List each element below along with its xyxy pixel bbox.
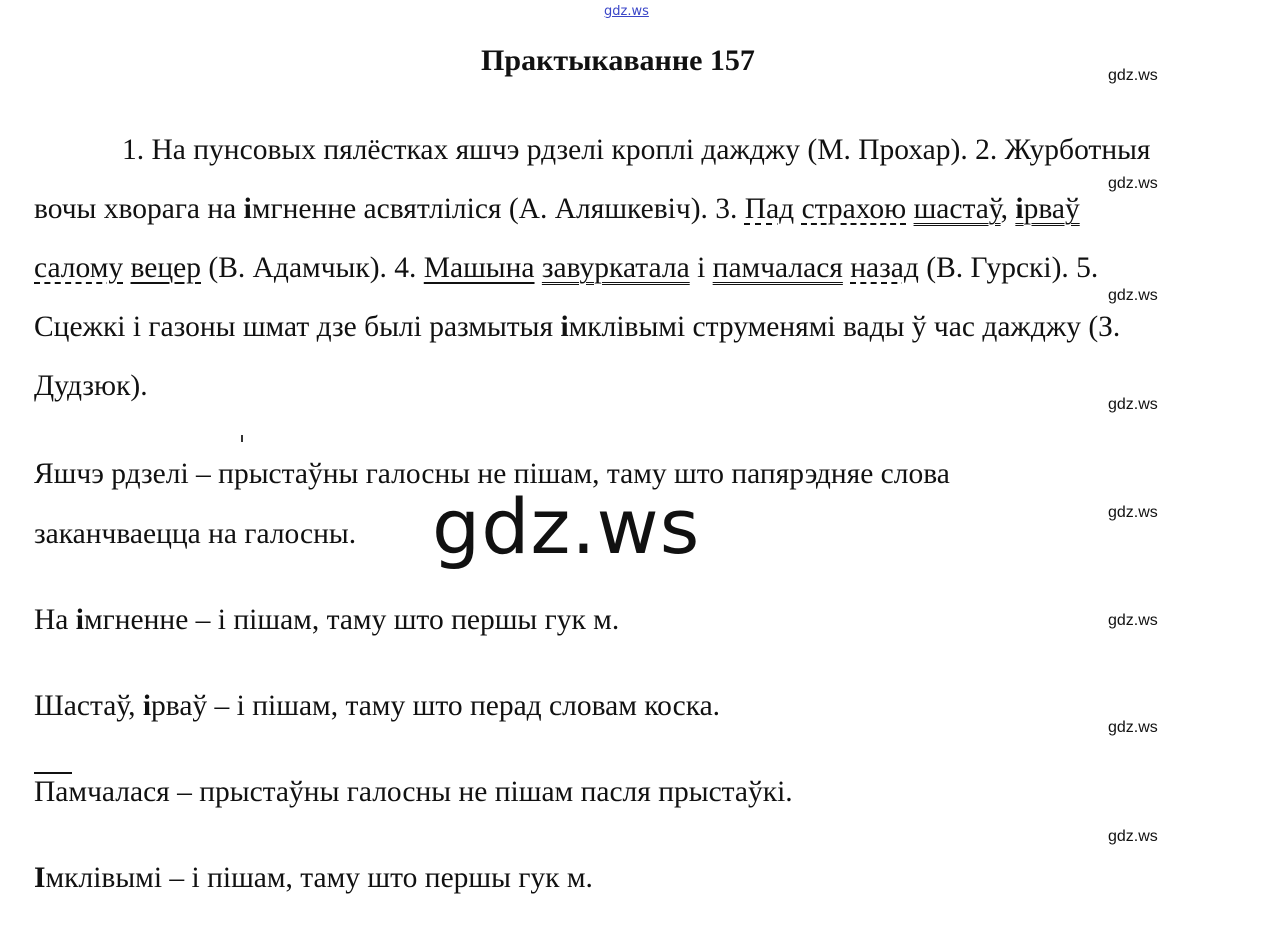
bold-letter: і (1015, 193, 1024, 225)
word-strakhoyu: страхою (801, 193, 907, 225)
side-watermark: gdz.ws (1108, 719, 1158, 736)
space (794, 193, 801, 225)
comma: , (1000, 193, 1008, 225)
sentence-text: і (689, 252, 713, 284)
explanation-text: мклівымі – і пішам, таму што першы гук м. (45, 862, 593, 894)
side-watermark: gdz.ws (1108, 175, 1158, 192)
word-pamchalasya: памчалася (712, 252, 843, 284)
side-watermark: gdz.ws (1108, 504, 1158, 521)
word-shastau: шастаў (913, 193, 1001, 225)
space (535, 252, 542, 284)
bold-letter: і (142, 690, 152, 722)
explanation-text: мгненне – і пішам, таму што першы гук м. (83, 604, 620, 636)
large-watermark: gdz.ws (432, 482, 701, 571)
word-pad: Пад (744, 193, 795, 225)
explanation-text: рваў – і пішам, таму што перад словам коска. (151, 690, 721, 722)
word-zavurkatala: завуркатала (541, 252, 690, 284)
word-vetser: вецер (130, 252, 201, 284)
top-watermark-link[interactable]: gdz.ws (604, 4, 649, 19)
explanation-2 (34, 604, 619, 637)
bold-letter: і (75, 604, 84, 636)
word-irvau (1015, 193, 1079, 225)
explanation-text: На (34, 604, 76, 636)
explanation-5 (34, 862, 593, 895)
explanation-text: Шастаў, (34, 690, 143, 722)
bold-letter: і (560, 311, 569, 343)
prefix-mark (34, 772, 72, 774)
word-irvau-rest: рваў (1023, 193, 1080, 225)
explanation-3 (34, 690, 720, 723)
sentence-text: мклівымі струменямі вады ў час дажджу (З. Дудзюк). (34, 311, 1121, 402)
side-watermark: gdz.ws (1108, 287, 1158, 304)
bold-letter: і (243, 193, 252, 225)
space (906, 193, 913, 225)
side-watermark: gdz.ws (1108, 67, 1158, 84)
side-watermark: gdz.ws (1108, 612, 1158, 629)
page-title: Практыкаванне 157 (481, 44, 755, 77)
word-mashyna: Машына (423, 252, 535, 284)
sentence-text: (В. Адамчык). 4. (201, 252, 424, 284)
explanation-1-line-1: Яшчэ рдзелі – прыстаўны галосны не пішам, таму што папярэдняе слова (34, 458, 950, 490)
sentence-text: 1. На пунсовых пялёстках яшчэ рдзелі кроплі дажджу (М. Прохар). 2. Журботныя вочы хворага на (34, 134, 1151, 225)
stray-mark (241, 435, 243, 442)
sentence-text: мгненне асвятліліся (А. Аляшкевіч). 3. (251, 193, 745, 225)
exercise-paragraph (34, 121, 1174, 416)
space (123, 252, 130, 284)
explanation-1-line-2: заканчваецца на галосны. (34, 518, 357, 550)
word-nazad: назад (850, 252, 919, 284)
side-watermark: gdz.ws (1108, 828, 1158, 845)
side-watermark: gdz.ws (1108, 396, 1158, 413)
sentence-text: (В. Гурскі). 5. Сцежкі і газоны шмат дзе былі размытыя (34, 252, 1099, 343)
bold-letter: І (34, 862, 46, 894)
word-salomu: салому (34, 252, 124, 284)
explanation-4: Памчалася – прыстаўны галосны не пішам пасля прыстаўкі. (34, 776, 793, 808)
